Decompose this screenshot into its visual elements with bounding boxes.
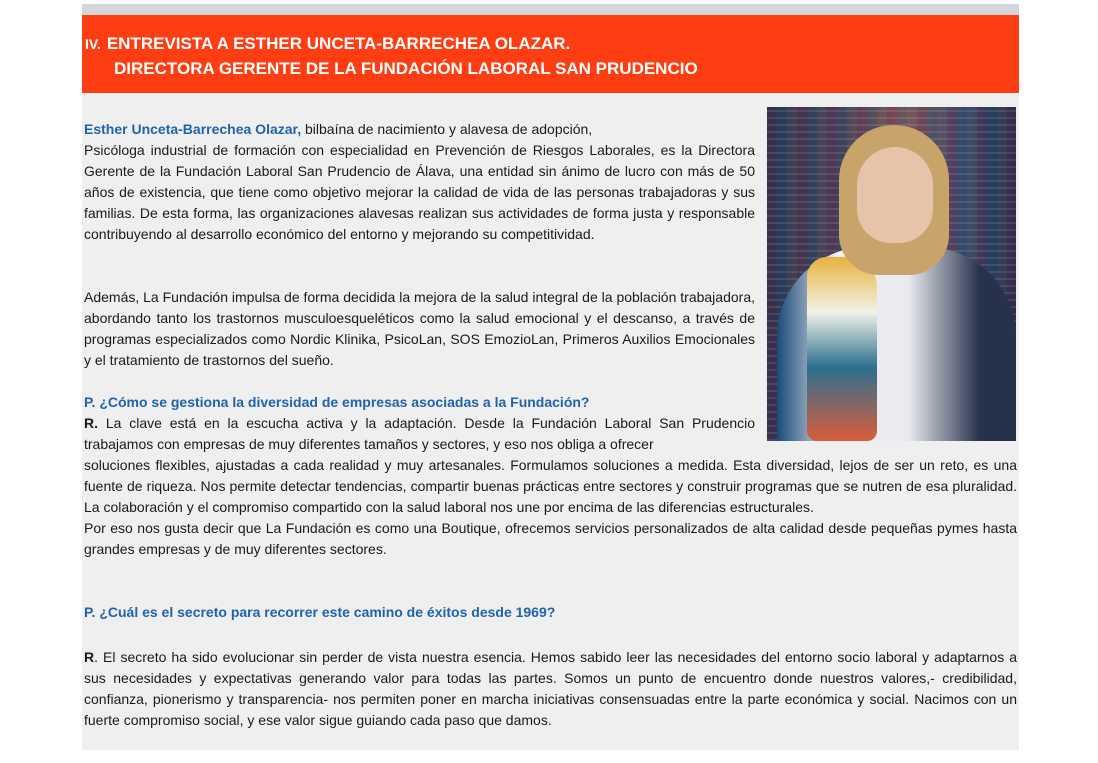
answer-1-start: La clave está en la escucha activa y la adaptación. Desde la Fundación Laboral San Prudencio trabajamos con empresas de muy diferentes tamaños y sectores, y eso nos obliga a ofrecer [84,415,755,452]
paragraph-2: Además, La Fundación impulsa de forma decidida la mejora de la salud integral de la población trabajadora, abordando tanto los trastornos musculoesqueléticos como la salud emocional y el descanso, a través de programas especializados como Nordic Klinika, PsicoLan, SOS EmozioLan, Primeros Auxilios Emocionales y el tratamiento de trastornos del sueño. [84,289,755,368]
intro-paragraph [84,119,755,245]
question-2: P. ¿Cuál es el secreto para recorrer este camino de éxitos desde 1969? [84,604,556,620]
header-line-2: DIRECTORA GERENTE DE LA FUNDACIÓN LABORAL SAN PRUDENCIO [114,59,698,78]
answer-2 [84,647,1017,731]
header-title-1: ENTREVISTA A ESTHER UNCETA-BARRECHEA OLAZAR. [106,34,571,53]
section-number: IV. [85,36,101,52]
intro-first-line: bilbaína de nacimiento y alavesa de adopción, [301,121,593,137]
answer-2-body: . El secreto ha sido evolucionar sin perder de vista nuestra esencia. Hemos sabido leer las necesidades del entorno socio laboral y adaptarnos a sus necesidades y expectativas generando valor para todas las partes. Somos un punto de encuentro donde nuestros valores,- credibilidad, confianza, pionerismo y transparencia- nos permiten poner en marcha iniciativas consensuadas entre la parte económica y social. Nacimos con un fuerte compromiso social, y ese valor sigue guiando cada paso que damos. [84,649,1017,728]
answer-1-continued [84,455,1017,560]
document-page [82,4,1019,750]
answer-1-extra: Por eso nos gusta decir que La Fundación es como una Boutique, ofrecemos servicios personalizados de alta calidad desde pequeñas pymes hasta grandes empresas y de muy diferentes sectores. [84,520,1017,557]
portrait-photo [767,107,1016,441]
intro-name: Esther Unceta-Barrechea Olazar, [84,121,302,137]
section-header [82,15,1019,93]
top-strip [82,4,1019,15]
answer-1-label: R. [84,415,98,431]
photo-face [857,147,933,243]
question-1: P. ¿Cómo se gestiona la diversidad de empresas asociadas a la Fundación? [84,394,590,410]
question-1-block [84,392,755,455]
answer-1-body: soluciones flexibles, ajustadas a cada realidad y muy artesanales. Formulamos soluciones a medida. Esta diversidad, lejos de ser un reto, es una fuente de riqueza. Nos permite detectar tendencias, compartir buenas prácticas entre sectores y construir programas que se nutren de esa pluralidad. La colaboración y el compromiso compartido con la salud laboral nos une por encima de las diferencias estructurales. [84,457,1017,515]
intro-body: Psicóloga industrial de formación con especialidad en Prevención de Riesgos Laborales, es la Directora Gerente de la Fundación Laboral San Prudencio de Álava, una entidad sin ánimo de lucro con más de 50 años de existencia, que tiene como objetivo mejorar la calidad de vida de las personas trabajadoras y sus familias. De esta forma, las organizaciones alavesas realizan sus actividades de forma justa y responsable contribuyendo al desarrollo económico del entorno y mejorando su competitividad. [84,142,755,242]
answer-2-label: R [84,649,95,665]
photo-scarf [807,257,877,441]
header-line-1 [85,34,570,54]
